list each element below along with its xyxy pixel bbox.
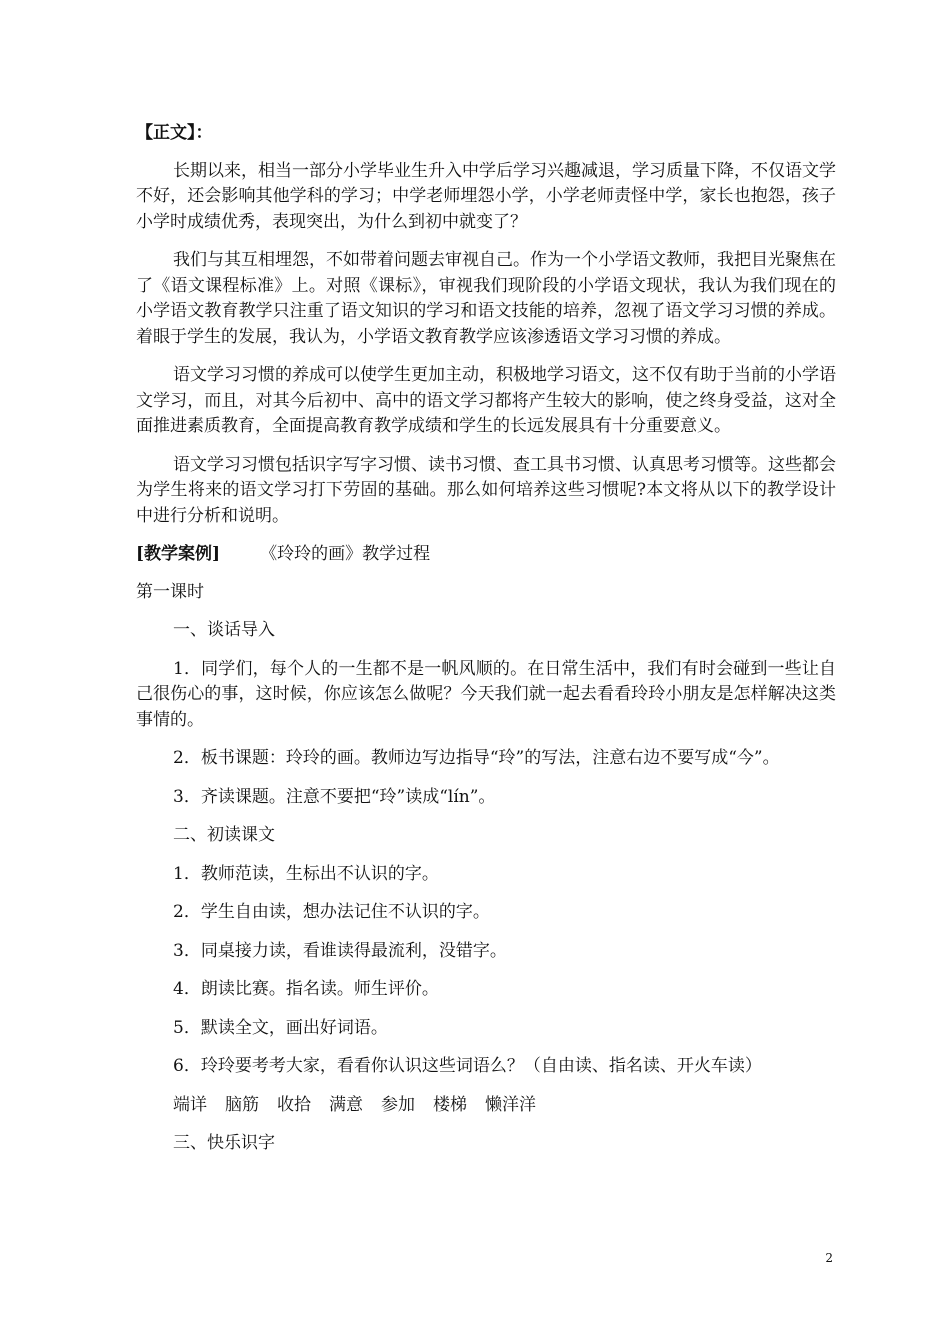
section-heading: 【正文】： [136,123,213,143]
body-paragraph-2: 我们与其互相埋怨，不如带着问题去审视自己。作为一个小学语文教师，我把目光聚焦在了《语文课程标准》上。对照《课标》，审视我们现阶段的小学语文现状，我认为我们现在的小学语文教育教学只注重了语文知识的学习和语文技能的培养，忽视了语文学习习惯的养成。着眼于学生的发展，我认为，小学语文教育教学应该渗透语文学习习惯的养成。 [136,250,836,347]
vocab-word: 脑筋 [225,1094,259,1115]
section-2-item-5: 5．默读全文，画出好词语。 [173,1017,388,1038]
teaching-case-title: 《玲玲的画》教学过程 [260,544,431,564]
section-2-item-4: 4．朗读比赛。指名读。师生评价。 [173,979,439,999]
vocab-word-list [136,1093,836,1119]
document-body [136,121,836,1170]
vocab-word: 参加 [381,1094,415,1115]
section-1-item-3: 3．齐读课题。注意不要把“玲”读成“lín”。 [173,786,496,807]
vocab-word: 端详 [173,1094,207,1115]
section-1-item-1: 1．同学们，每个人的一生都不是一帆风顺的。在日常生活中，我们有时会碰到一些让自己很伤心的事，这时候，你应该怎么做呢？今天我们就一起去看看玲玲小朋友是怎样解决这类事情的。 [136,658,836,730]
body-paragraph-4: 语文学习习惯包括识字写字习惯、读书习惯、查工具书习惯、认真思考习惯等。这些都会为学生将来的语文学习打下劳固的基础。那么如何培养这些习惯呢?本文将从以下的教学设计中进行分析和说明。 [136,454,836,526]
section-1-item-2: 2．板书课题：玲玲的画。教师边写边指导“玲”的写法，注意右边不要写成“今”。 [173,748,780,768]
page-number: 2 [825,1251,833,1265]
body-paragraph-3: 语文学习习惯的养成可以使学生更加主动，积极地学习语文，这不仅有助于当前的小学语文学习，而且，对其今后初中、高中的语文学习都将产生较大的影响，使之终身受益，这对全面推进素质教育，全面提高教育教学成绩和学生的长远发展具有十分重要意义。 [136,365,836,436]
vocab-word: 楼梯 [433,1094,467,1115]
section-3-heading: 三、快乐识字 [173,1133,275,1153]
section-2-heading: 二、初读课文 [173,825,275,845]
teaching-case-line [136,542,836,568]
section-2-item-3: 3．同桌接力读，看谁读得最流利，没错字。 [173,940,507,961]
section-2-item-2: 2．学生自由读，想办法记住不认识的字。 [173,902,490,922]
section-1-heading: 一、谈话导入 [173,620,275,640]
lesson-heading: 第一课时 [136,581,204,602]
vocab-word: 满意 [329,1094,363,1115]
body-paragraph-1: 长期以来，相当一部分小学毕业生升入中学后学习兴趣减退，学习质量下降，不仅语文学不好，还会影响其他学科的学习；中学老师埋怨小学，小学老师责怪中学，家长也抱怨，孩子小学时成绩优秀，表现突出，为什么到初中就变了？ [136,160,836,232]
teaching-case-label: [教学案例] [136,544,221,564]
section-2-item-6: 6．玲玲要考考大家，看看你认识这些词语么？（自由读、指名读、开火车读） [173,1056,762,1076]
vocab-word: 懒洋洋 [485,1094,536,1115]
vocab-word: 收拾 [277,1094,311,1115]
section-2-item-1: 1．教师范读，生标出不认识的字。 [173,863,439,884]
